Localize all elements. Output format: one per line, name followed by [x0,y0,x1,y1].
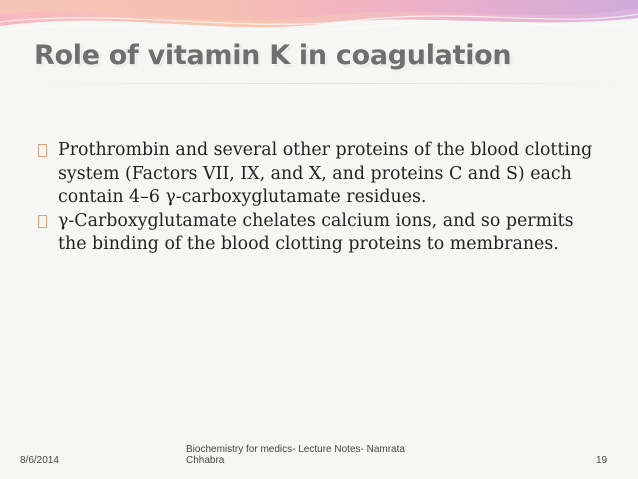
title-divider [30,83,630,84]
decorative-top-band [0,0,638,40]
footer-credit: Biochemistry for medics- Lecture Notes- Namrata Chhabra [186,444,405,466]
bullet-item [38,139,598,210]
bullet-square-icon [38,144,47,157]
bullet-text: Prothrombin and several other proteins of the blood clotting system (Factors VII, IX, and X, and proteins C and S) each contain 4–6 γ-carboxyglutamate residues. [58,140,593,207]
bullet-text: γ-Carboxyglutamate chelates calcium ions, and so permits the binding of the blood clotting proteins to membranes. [58,210,574,254]
footer-date: 8/6/2014 [20,455,59,466]
bullet-list [38,139,598,257]
slide-title: Role of vitamin K in coagulation [34,40,512,71]
footer-page-number: 19 [596,455,608,466]
bullet-square-icon [38,215,47,228]
bullet-item [38,210,598,257]
